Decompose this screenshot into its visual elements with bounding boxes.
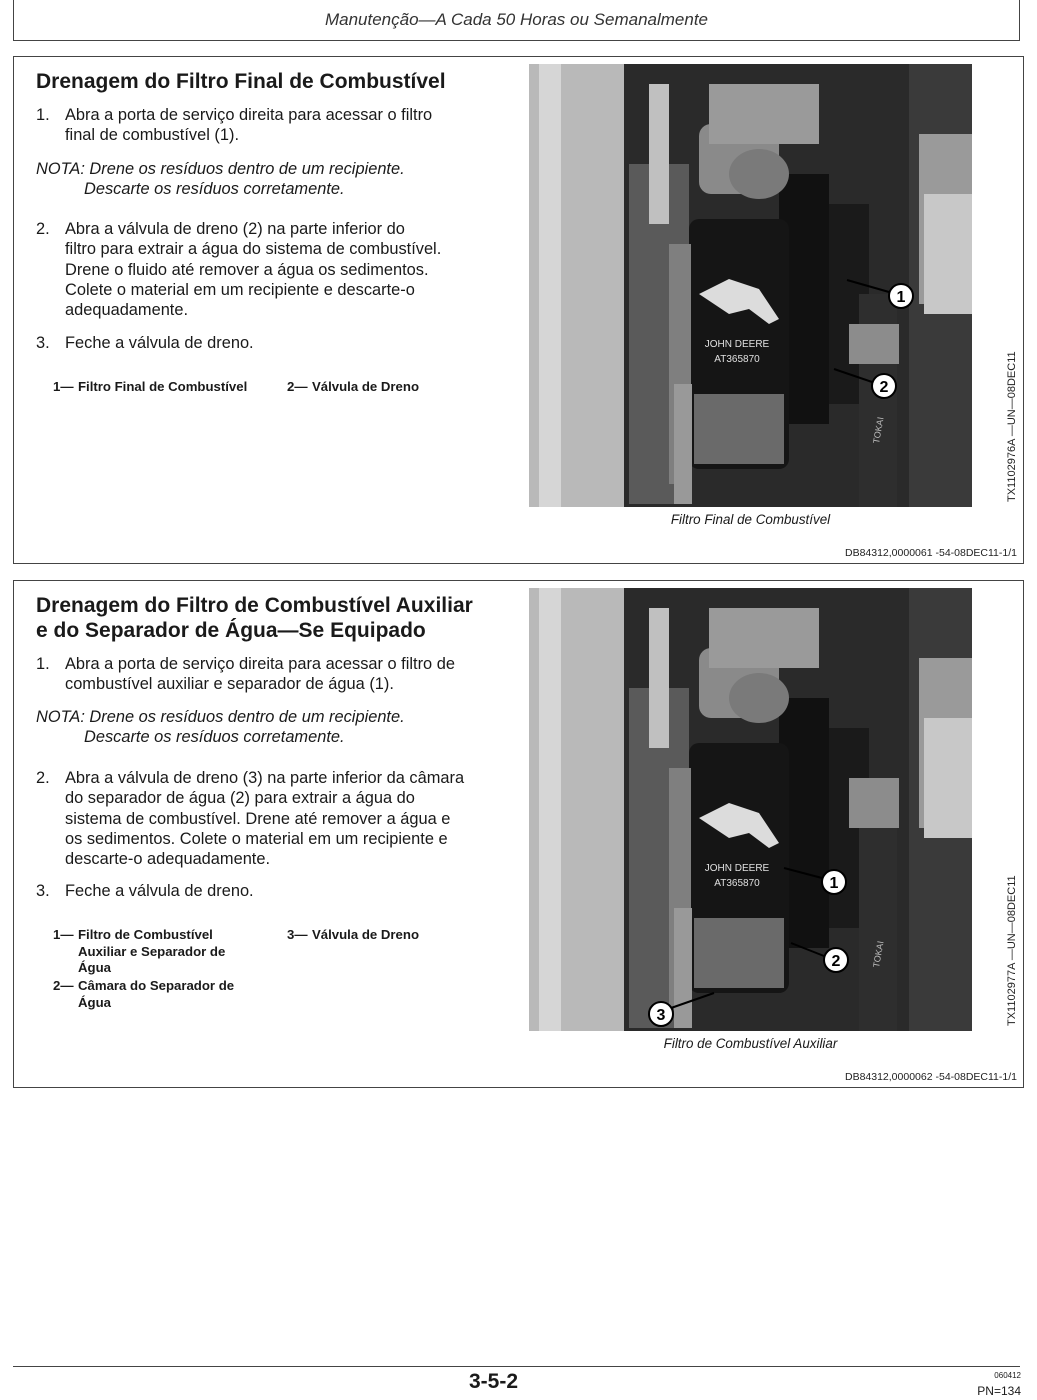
footer-divider [13, 1366, 1020, 1367]
section-title: Drenagem do Filtro de Combustível Auxiliar e do Separador de Água—Se Equipado [36, 594, 473, 642]
page-number: 3-5-2 [469, 1370, 519, 1393]
doc-reference: DB84312,0000061 -54-08DEC11-1/1 [844, 547, 1017, 559]
section-final-fuel-filter [13, 56, 1024, 564]
photo-caption: Filtro Final de Combustível [670, 512, 831, 527]
section-aux-fuel-filter [13, 580, 1024, 1088]
callout-1: 1 [896, 289, 906, 306]
photo-id: TX1102977A —UN—08DEC11 [1006, 875, 1018, 1026]
legend-item: 1— Filtro de Combustível Auxiliar e Separador de Água [53, 927, 226, 976]
hose-label: TOKAI [871, 940, 886, 969]
legend-item: 3— Válvula de Dreno [287, 927, 420, 942]
legend-item: 2— Câmara do Separador de Água [53, 978, 235, 1010]
filter-brand-label: JOHN DEERE [704, 863, 770, 874]
callout-2: 2 [831, 953, 841, 970]
footer-pn: PN=134 [977, 1384, 1021, 1398]
footer-code: 060412 [994, 1371, 1021, 1380]
step-3: 3. Feche a válvula de dreno. [36, 334, 254, 352]
step-1: 1. Abra a porta de serviço direita para acessar o filtro de combustível auxiliar e separador de água (1). [36, 655, 455, 694]
fuel-filter-photo [529, 64, 972, 507]
filter-part-label: AT365870 [714, 354, 760, 365]
step-2: 2. Abra a válvula de dreno (2) na parte inferior do filtro para extrair a água do sistema de combustível. Drene o fluido até remover a água os sedimentos. Colete o material em um recipiente e descarte-o adequadamente. [36, 220, 442, 320]
photo-caption: Filtro de Combustível Auxiliar [663, 1036, 838, 1051]
page-header [13, 0, 1020, 41]
hose-label: TOKAI [871, 416, 886, 445]
note: NOTA: Drene os resíduos dentro de um recipiente. Descarte os resíduos corretamente. [36, 160, 405, 199]
callout-2: 2 [879, 379, 889, 396]
step-3: 3. Feche a válvula de dreno. [36, 882, 254, 900]
doc-reference: DB84312,0000062 -54-08DEC11-1/1 [844, 1071, 1017, 1083]
section-title: Drenagem do Filtro Final de Combustível [36, 70, 446, 93]
legend-item: 1— Filtro Final de Combustível [53, 379, 248, 394]
photo-id: TX1102976A —UN—08DEC11 [1006, 351, 1018, 502]
callout-3: 3 [656, 1007, 666, 1024]
note: NOTA: Drene os resíduos dentro de um recipiente. Descarte os resíduos corretamente. [36, 708, 405, 747]
header-title: Manutenção—A Cada 50 Horas ou Semanalmente [324, 10, 709, 29]
aux-fuel-filter-photo [529, 588, 972, 1031]
callout-1: 1 [829, 875, 839, 892]
step-1: 1. Abra a porta de serviço direita para acessar o filtro final de combustível (1). [36, 106, 433, 145]
filter-brand-label: JOHN DEERE [704, 339, 770, 350]
legend-item: 2— Válvula de Dreno [287, 379, 420, 394]
step-2: 2. Abra a válvula de dreno (3) na parte inferior da câmara do separador de água (2) para extrair a água do sistema de combustível. Drene até remover a água e os sedimentos. Colete o material em um recipiente e descarte-o adequadamente. [36, 769, 465, 869]
filter-part-label: AT365870 [714, 878, 760, 889]
